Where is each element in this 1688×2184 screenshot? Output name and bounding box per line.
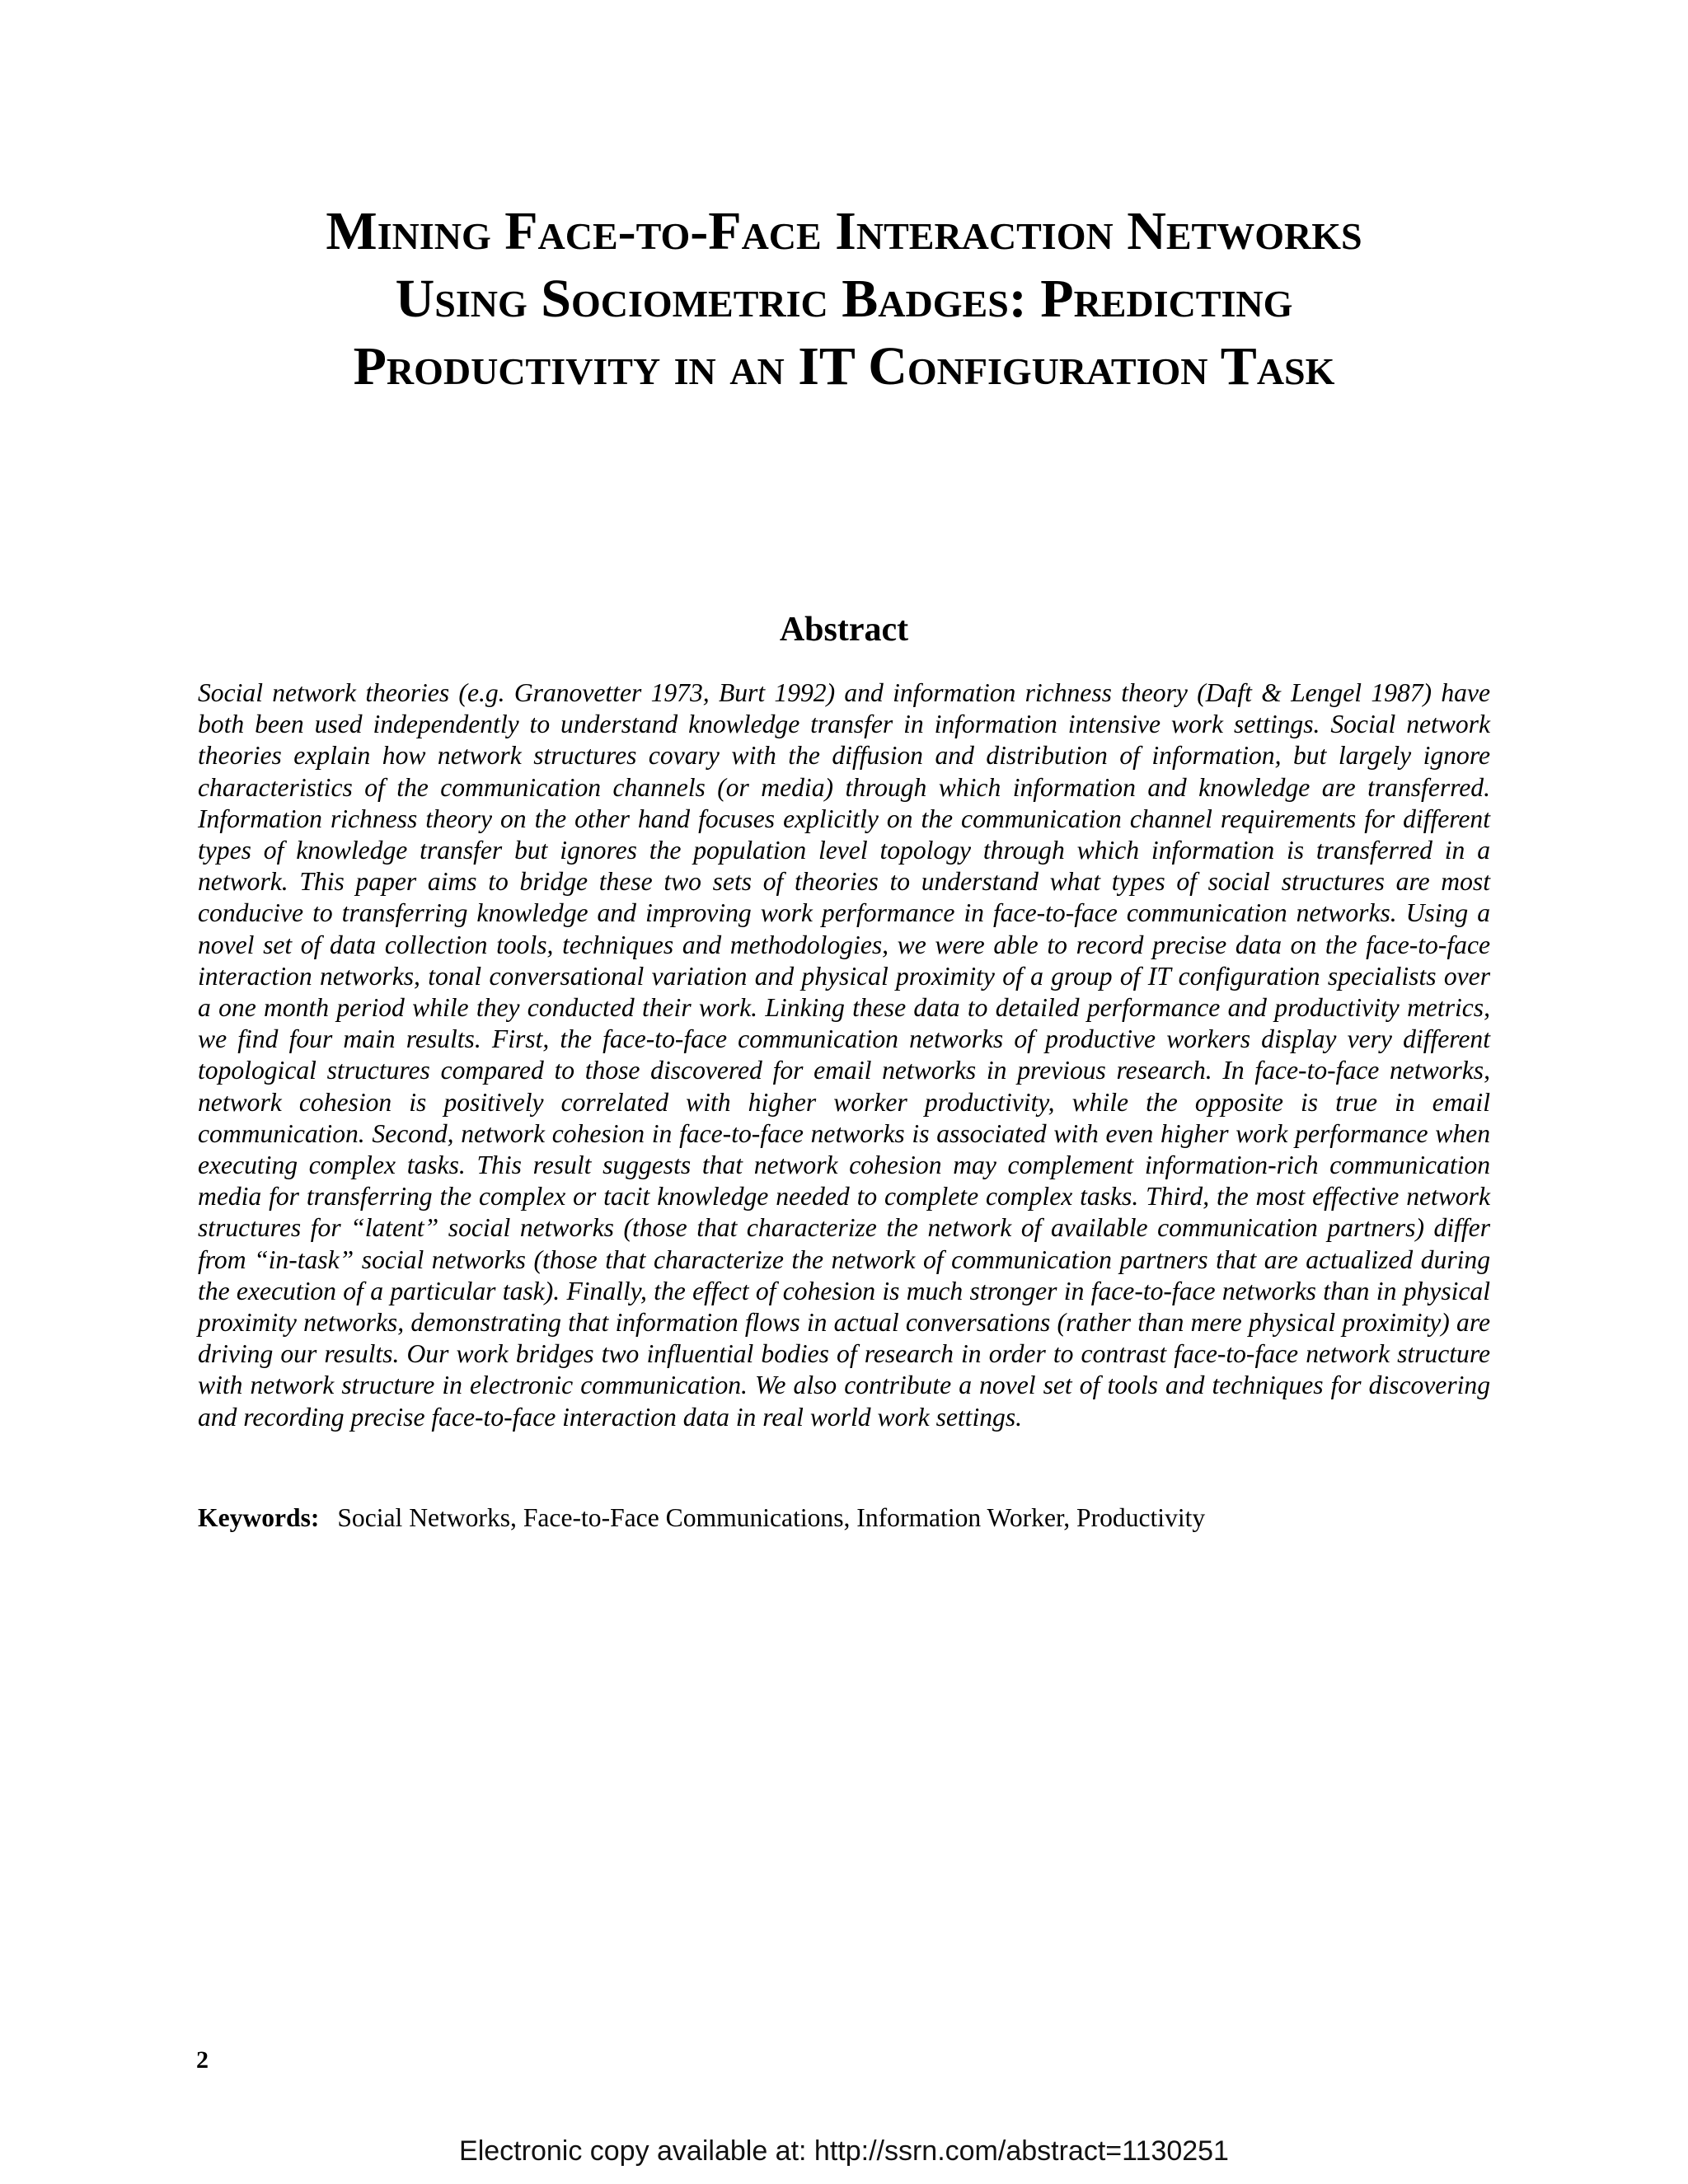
keywords-label: Keywords: [198,1503,320,1532]
abstract-heading: Abstract [779,611,909,649]
paper-title [198,198,1490,401]
title-line-1: Mining Face-to-Face Interaction Networks [326,201,1362,261]
ssrn-footer: Electronic copy available at: http://ssrn.com/abstract=1130251 [459,2135,1229,2167]
title-line-2: Using Sociometric Badges: Predicting [395,269,1293,329]
title-line-3: Productivity in an IT Configuration Task [353,336,1335,396]
page-number: 2 [196,2046,209,2074]
abstract-body: Social network theories (e.g. Granovetter 1973, Burt 1992) and information richness theory (Daft & Lengel 1987) have both been used independently to understand knowledge transfer in information intensive work settings. Social network theories explain how network structures covary with the diffusion and distribution of information, but largely ignore characteristics of the communication channels (or media) through which information and knowledge are transferred. Information richness theory on the other hand focuses explicitly on the communication channel requirements for different types of knowledge transfer but ignores the population level topology through which information is transferred in a network. This paper aims to bridge these two sets of theories to understand what types of social structures are most conducive to transferring knowledge and improving work performance in face-to-face communication networks. Using a novel set of data collection tools, techniques and methodologies, we were able to record precise data on the face-to-face interaction networks, tonal conversational variation and physical proximity of a group of IT configuration specialists over a one month period while they conducted their work. Linking these data to detailed performance and productivity metrics, we find four main results. First, the face-to-face communication networks of productive workers display very different topological structures compared to those discovered for email networks in previous research. In face-to-face networks, network cohesion is positively correlated with higher worker productivity, while the opposite is true in email communication. Second, network cohesion in face-to-face networks is associated with even higher work performance when executing complex tasks. This result suggests that network cohesion may complement information-rich communication media for transferring the complex or tacit knowledge needed to complete complex tasks. Third, the most effective network structures for “latent” social networks (those that characterize the network of available communication partners) differ from “in-task” social networks (those that characterize the network of communication partners that are actualized during the execution of a particular task). Finally, the effect of cohesion is much stronger in face-to-face networks than in physical proximity networks, demonstrating that information flows in actual conversations (rather than mere physical proximity) are driving our results. Our work bridges two influential bodies of research in order to contrast face-to-face network structure with network structure in electronic communication. We also contribute a novel set of tools and techniques for discovering and recording precise face-to-face interaction data in real world work settings. [198,678,1490,1432]
keywords-text: Social Networks, Face-to-Face Communications, Information Worker, Productivity [337,1503,1206,1532]
keywords-line [198,1502,1490,1535]
